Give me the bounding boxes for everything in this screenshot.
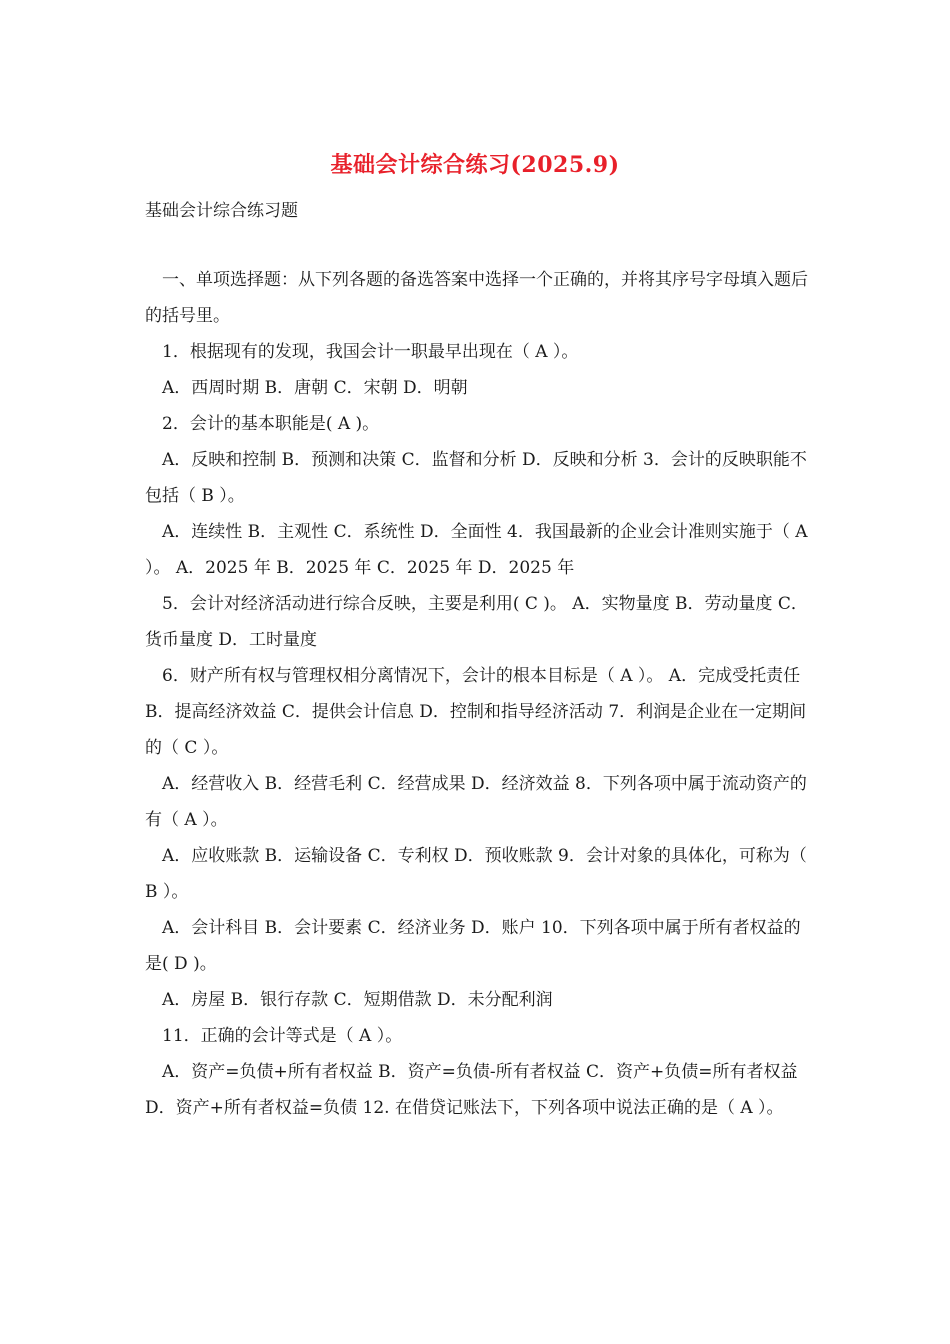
question-paragraph: A．房屋 B．银行存款 C．短期借款 D．未分配利润 (162, 990, 553, 1010)
question-paragraph: 11．正确的会计等式是（ A ）。 (162, 1026, 403, 1046)
question-paragraph: A．资产=负债+所有者权益 B．资产=负债-所有者权益 C．资产+负债=所有者权益 D．资产+所有者权益=负债 12. 在借贷记账法下，下列各项中说法正确的是（ A ）。 (145, 1062, 798, 1118)
document-title: 基础会计综合练习(2025.9) (330, 152, 620, 178)
question-paragraph: A．反映和控制 B．预测和决策 C．监督和分析 D．反映和分析 3．会计的反映职能不包括（ B ）。 (145, 450, 807, 506)
section-instruction: 一、单项选择题：从下列各题的备选答案中选择一个正确的，并将其序号字母填入题后的括号里。 (145, 270, 808, 326)
question-paragraph: A．西周时期 B．唐朝 C．宋朝 D．明朝 (162, 378, 468, 398)
question-paragraph: A．应收账款 B．运输设备 C．专利权 D．预收账款 9．会计对象的具体化，可称为（ B ）。 (145, 846, 807, 902)
question-paragraph: 2．会计的基本职能是( A )。 (162, 414, 380, 434)
question-paragraph: 5．会计对经济活动进行综合反映，主要是利用( C )。 A．实物量度 B．劳动量度 C．货币量度 D．工时量度 (145, 594, 808, 650)
question-paragraph: A．会计科目 B．会计要素 C．经济业务 D．账户 10．下列各项中属于所有者权益的是( D )。 (145, 918, 801, 974)
question-paragraph: A．连续性 B．主观性 C．系统性 D．全面性 4．我国最新的企业会计准则实施于（ A ）。 A．2025 年 B．2025 年 C．2025 年 D．2025 年 (145, 522, 808, 578)
question-paragraph: 1．根据现有的发现，我国会计一职最早出现在（ A ）。 (162, 342, 579, 362)
question-paragraph: A．经营收入 B．经营毛利 C．经营成果 D．经济效益 8．下列各项中属于流动资产的有（ A ）。 (145, 774, 807, 830)
question-paragraph: 6．财产所有权与管理权相分离情况下，会计的根本目标是（ A ）。 A．完成受托责任 B．提高经济效益 C．提供会计信息 D．控制和指导经济活动 7．利润是企业在一定期间的（ C ）。 (145, 666, 807, 758)
document-subtitle: 基础会计综合练习题 (145, 201, 298, 221)
document-body (145, 262, 810, 1126)
